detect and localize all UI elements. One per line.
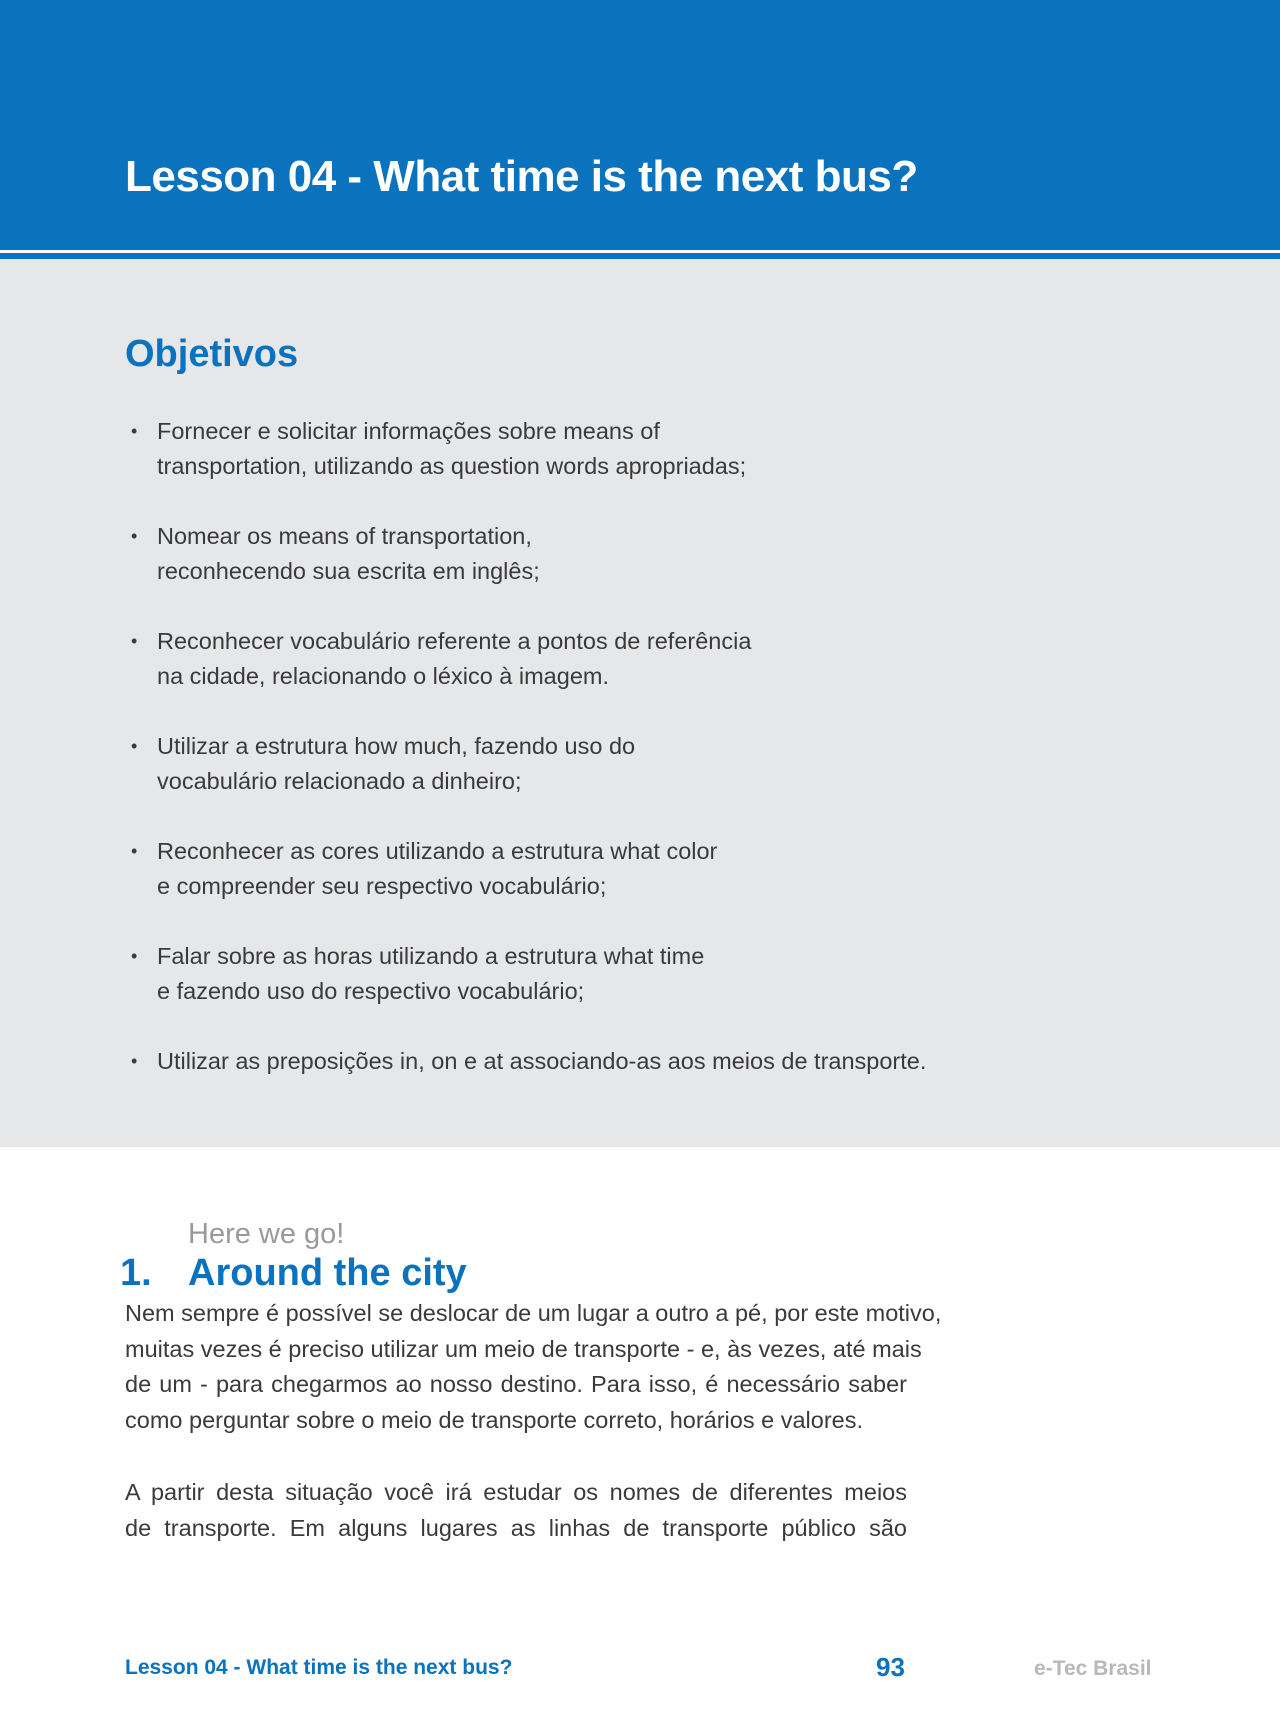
paragraph-line: como perguntar sobre o meio de transporte correto, horários e valores. — [125, 1406, 864, 1433]
body-paragraph — [125, 1475, 907, 1546]
lesson-title: Lesson 04 - What time is the next bus? — [125, 152, 918, 201]
paragraph-line: A partir desta situação você irá estudar os nomes de diferentes meios — [125, 1479, 907, 1505]
objective-line: e compreender seu respectivo vocabulário; — [157, 873, 607, 899]
objective-item — [125, 939, 945, 1009]
objective-item — [125, 1044, 945, 1079]
bullet-icon: • — [131, 946, 138, 966]
paragraph-line: muitas vezes é preciso utilizar um meio de transporte - e, às vezes, até mais — [125, 1335, 922, 1362]
objective-item — [125, 729, 945, 799]
objective-line: e fazendo uso do respectivo vocabulário; — [157, 978, 585, 1004]
footer-brand: e-Tec Brasil — [1034, 1657, 1152, 1680]
objective-item — [125, 624, 945, 694]
bullet-icon: • — [131, 1051, 138, 1071]
objectives-list — [125, 414, 945, 1114]
objective-line: vocabulário relacionado a dinheiro; — [157, 768, 522, 794]
section-title: Around the city — [188, 1252, 467, 1294]
objectives-heading: Objetivos — [125, 333, 299, 375]
objective-item — [125, 519, 945, 589]
bullet-icon: • — [131, 421, 138, 441]
objective-line: Reconhecer vocabulário referente a pontos de referência — [157, 628, 752, 654]
bullet-icon: • — [131, 526, 138, 546]
page-number: 93 — [876, 1652, 905, 1682]
footer-lesson-title: Lesson 04 - What time is the next bus? — [125, 1656, 513, 1679]
objective-item — [125, 414, 945, 484]
section-number: 1. — [120, 1252, 152, 1294]
body-paragraph — [125, 1296, 942, 1438]
objective-line: Utilizar as preposições in, on e at associando-as aos meios de transporte. — [157, 1048, 927, 1074]
objective-line: Fornecer e solicitar informações sobre means of — [157, 418, 660, 444]
objective-line: Nomear os means of transportation, — [157, 523, 532, 549]
objective-line: reconhecendo sua escrita em inglês; — [157, 558, 540, 584]
objective-line: Utilizar a estrutura how much, fazendo uso do — [157, 733, 636, 759]
objective-line: transportation, utilizando as question words apropriadas; — [157, 453, 747, 479]
header-band — [0, 0, 1280, 250]
objective-line: na cidade, relacionando o léxico à imagem. — [157, 663, 609, 689]
paragraph-line: Nem sempre é possível se deslocar de um lugar a outro a pé, por este motivo, — [125, 1300, 942, 1326]
objective-line: Falar sobre as horas utilizando a estrutura what time — [157, 943, 705, 969]
bullet-icon: • — [131, 841, 138, 861]
section-kicker: Here we go! — [188, 1218, 345, 1250]
bullet-icon: • — [131, 736, 138, 756]
paragraph-line: de transporte. Em alguns lugares as linhas de transporte público são — [125, 1514, 907, 1541]
objective-line: Reconhecer as cores utilizando a estrutura what color — [157, 838, 718, 864]
paragraph-line: de um - para chegarmos ao nosso destino. Para isso, é necessário saber — [125, 1371, 907, 1397]
objective-item — [125, 834, 945, 904]
bullet-icon: • — [131, 631, 138, 651]
